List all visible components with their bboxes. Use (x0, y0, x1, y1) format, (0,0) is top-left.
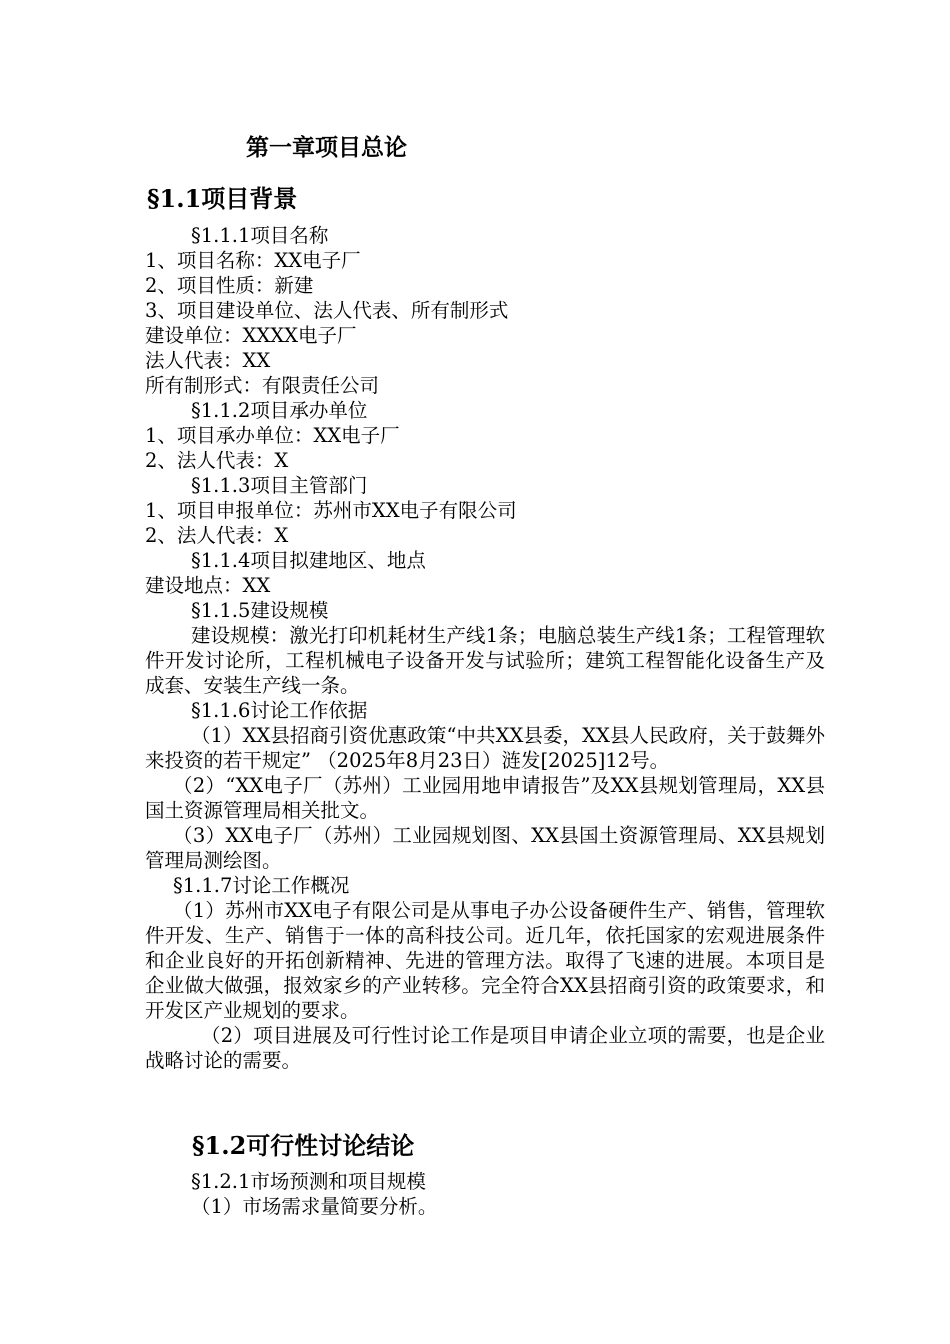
chapter-title: 第一章项目总论 (246, 134, 407, 161)
text-line: 1、项目名称：XX电子厂 (145, 249, 361, 272)
text-line: 2、项目性质：新建 (145, 274, 314, 297)
text-line: 3、项目建设单位、法人代表、所有制形式 (145, 299, 509, 322)
paragraph: （2）“XX电子厂（苏州）工业园用地申请报告”及XX县规划管理局，XX县国土资源管理局相关批文。 (145, 774, 825, 822)
text-line: 2、法人代表：X (145, 449, 289, 472)
text-line: 1、项目承办单位：XX电子厂 (145, 424, 400, 447)
document-body-1-2 (145, 1169, 825, 1219)
text-line: 所有制形式：有限责任公司 (145, 374, 380, 397)
section-title-1-1: §1.1项目背景 (147, 184, 298, 213)
text-line: 1、项目申报单位：苏州市XX电子有限公司 (145, 499, 517, 522)
text-line: （1）市场需求量简要分析。 (191, 1195, 438, 1218)
paragraph: （3）XX电子厂（苏州）工业园规划图、XX县国土资源管理局、XX县规划管理局测绘图。 (145, 824, 825, 872)
text-line: 2、法人代表：X (145, 524, 289, 547)
text-line: 建设单位：XXXX电子厂 (145, 324, 357, 347)
subsection-heading-1-1-2: §1.1.2项目承办单位 (191, 399, 368, 422)
subsection-heading-1-1-7: §1.1.7讨论工作概况 (173, 874, 350, 897)
subsection-heading-1-1-1: §1.1.1项目名称 (191, 224, 329, 247)
subsection-heading-1-1-5: §1.1.5建设规模 (191, 599, 329, 622)
text-line: 建设地点：XX (145, 574, 271, 597)
subsection-heading-1-2-1: §1.2.1市场预测和项目规模 (191, 1170, 426, 1193)
subsection-heading-1-1-4: §1.1.4项目拟建地区、地点 (191, 549, 426, 572)
document-body (145, 223, 825, 1073)
subsection-heading-1-1-6: §1.1.6讨论工作依据 (191, 699, 368, 722)
paragraph: （1）苏州市XX电子有限公司是从事电子办公设备硬件生产、销售，管理软件开发、生产、销售于一体的高科技公司。近几年，依托国家的宏观进展条件和企业良好的开拓创新精神、先进的管理方法。取得了飞速的进展。本项目是企业做大做强，报效家乡的产业转移。完全符合XX县招商引资的政策要求，和开发区产业规划的要求。 (145, 899, 825, 1022)
section-title-1-2: §1.2可行性讨论结论 (192, 1131, 415, 1160)
paragraph: 建设规模：激光打印机耗材生产线1条；电脑总装生产线1条；工程管理软件开发讨论所，工程机械电子设备开发与试验所；建筑工程智能化设备生产及成套、安装生产线一条。 (145, 624, 825, 697)
paragraph: （2）项目进展及可行性讨论工作是项目申请企业立项的需要，也是企业战略讨论的需要。 (145, 1024, 825, 1072)
text-line: 法人代表：XX (145, 349, 271, 372)
paragraph: （1）XX县招商引资优惠政策“中共XX县委，XX县人民政府，关于鼓舞外来投资的若干规定” （2025年8月23日）涟发[2025]12号。 (145, 724, 825, 772)
subsection-heading-1-1-3: §1.1.3项目主管部门 (191, 474, 368, 497)
